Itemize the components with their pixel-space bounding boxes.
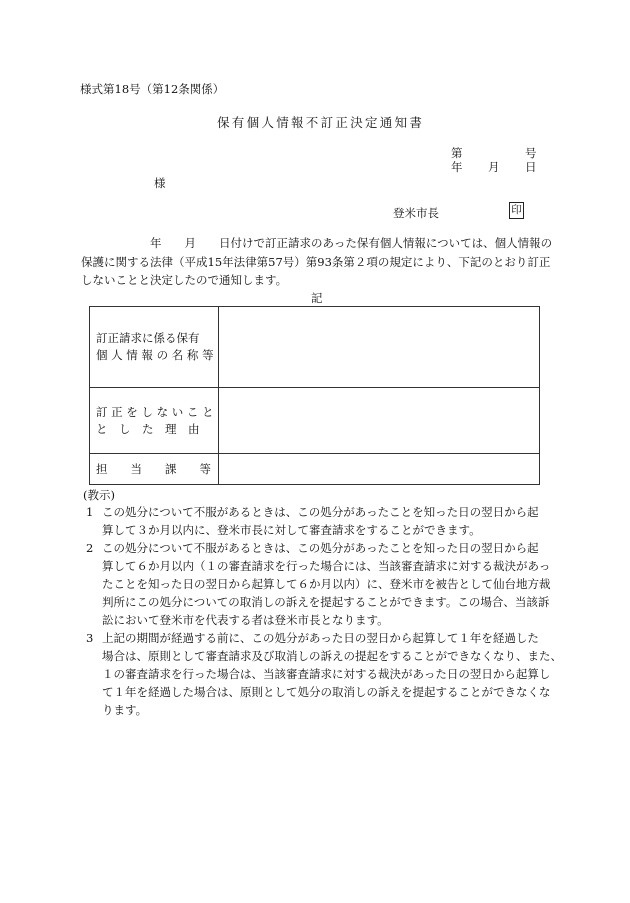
form-number: 様式第18号（第12条関係） <box>80 82 225 96</box>
date-day: 日 <box>525 160 537 174</box>
notes-heading: (教示) <box>83 488 115 502</box>
row-label <box>90 454 219 485</box>
table-row <box>90 388 540 454</box>
note-line: て１年を経過した場合は、原則として処分の取消しの訴えを提起することができなくな <box>102 685 551 699</box>
row-label <box>90 388 219 454</box>
note-number: 3 <box>86 631 94 645</box>
row-value-field[interactable] <box>219 454 540 485</box>
note-line: 上記の期間が経過する前に、この処分があった日の翌日から起算して１年を経過した <box>102 631 539 645</box>
label-line: 担 当 課 等 <box>96 461 211 476</box>
table-row <box>90 307 540 388</box>
row-label <box>90 307 219 388</box>
seal-box: 印 <box>509 202 524 219</box>
date-month: 月 <box>488 160 500 174</box>
label-line: 訂正請求に係る保有 <box>96 331 200 345</box>
body-line: 年 月 日付けで訂正請求のあった保有個人情報については、個人情報の <box>81 236 553 250</box>
row-value-field[interactable] <box>219 388 540 454</box>
note-line: 判所にこの処分についての取消しの訴えを提起することができます。この場合、当該訴 <box>102 595 550 609</box>
label-line: 個 人 情 報 の 名 称 等 <box>96 348 214 362</box>
note-line: この処分について不服があるときは、この処分があったことを知った日の翌日から起 <box>102 541 539 555</box>
number-prefix: 第 <box>451 146 463 160</box>
body-line: 保護に関する法律（平成15年法律第57号）第93条第２項の規定により、下記のとおり訂正 <box>81 254 551 269</box>
note-line: たことを知った日の翌日から起算して６か月以内）に、登米市を被告として仙台地方裁 <box>102 577 551 591</box>
note-number: 1 <box>86 505 94 519</box>
table-row <box>90 454 540 485</box>
body-text <box>81 234 551 290</box>
date-year: 年 <box>451 160 463 174</box>
note-line: 算して６か月以内（１の審査請求を行った場合には、当該審査請求に対する裁決があっ <box>102 559 551 573</box>
note-line: 訟において登米市を代表する者は登米市長となります。 <box>102 613 389 627</box>
document-title: 保有個人情報不訂正決定通知書 <box>217 115 425 130</box>
label-line: と し た 理 由 <box>96 421 200 436</box>
ki-heading: 記 <box>311 291 323 305</box>
number-suffix: 号 <box>525 146 537 160</box>
details-table <box>89 306 540 485</box>
body-line: しないことと決定したので通知します。 <box>81 273 288 287</box>
list-item <box>86 503 551 539</box>
notes-list <box>86 503 562 719</box>
addressee-suffix: 様 <box>154 176 166 190</box>
note-line: １の審査請求を行った場合は、当該審査請求に対する裁決があった日の翌日から起算し <box>102 667 551 681</box>
list-item <box>86 539 551 629</box>
note-line: この処分について不服があるときは、この処分があったことを知った日の翌日から起 <box>102 505 539 519</box>
list-item <box>86 629 562 719</box>
label-line: 訂 正 を し な い こ と <box>96 404 214 419</box>
note-line: 算して３か月以内に、登米市長に対して審査請求をすることができます。 <box>102 523 481 537</box>
note-line: ります。 <box>102 703 148 717</box>
row-value-field[interactable] <box>219 307 540 388</box>
note-line: 場合は、原則として審査請求及び取消しの訴えの提起をすることができなくなり、また、 <box>102 649 562 663</box>
issuer-name: 登米市長 <box>393 206 439 220</box>
note-number: 2 <box>86 541 94 555</box>
